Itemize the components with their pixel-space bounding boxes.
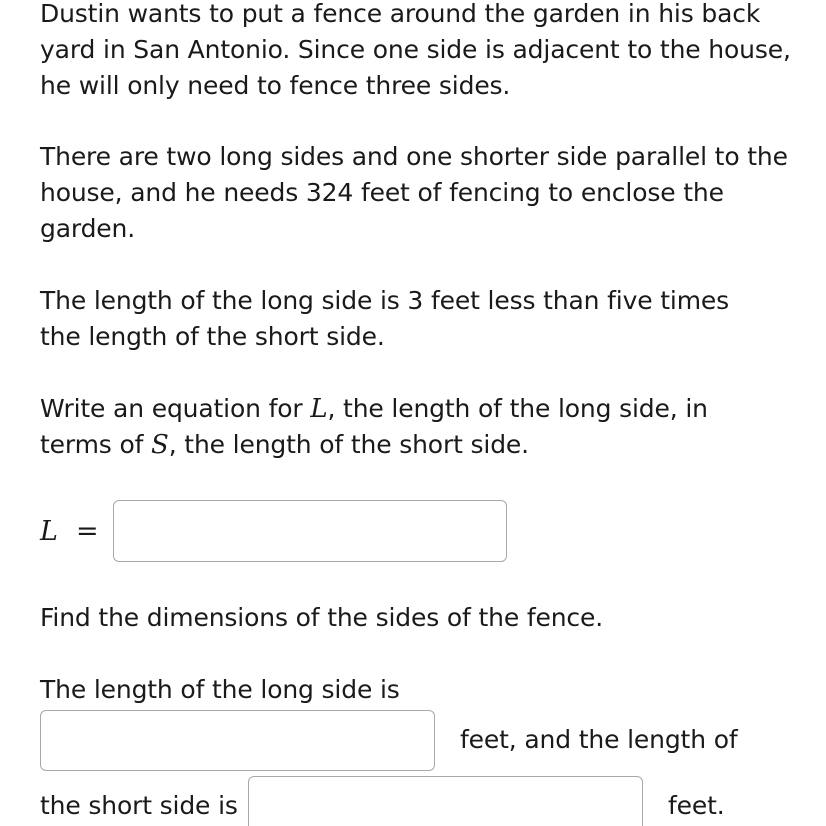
problem-paragraph-3 (40, 283, 770, 355)
equation-lhs: L (40, 515, 58, 547)
problem-text-2: There are two long sides and one shorter side parallel to the house, and he needs 324 feet of fencing to enclose the garden. (40, 142, 788, 243)
instruction-part-1: Write an equation for (40, 394, 311, 423)
problem-text-3: The length of the long side is 3 feet less than five times the length of the short side. (40, 286, 730, 351)
dimensions-prompt (40, 600, 780, 636)
dimensions-prompt-text: Find the dimensions of the sides of the fence. (40, 603, 604, 632)
short-side-label: the short side is (40, 791, 238, 820)
equation-instruction (40, 391, 770, 463)
variable-s: S (151, 430, 169, 460)
instruction-part-2: , the length of the long side, in terms of (40, 394, 708, 459)
equation-answer-input[interactable] (113, 500, 507, 562)
problem-paragraph-2 (40, 139, 800, 247)
long-side-label (40, 672, 780, 708)
instruction-part-3: , the length of the short side. (168, 430, 529, 459)
long-side-input[interactable] (40, 710, 435, 771)
variable-l: L (310, 394, 328, 424)
problem-text-1: Dustin wants to put a fence around the garden in his back yard in San Antonio. Since one side is adjacent to the house, he will only need to fence three sides. (40, 0, 791, 100)
short-side-input[interactable] (248, 776, 643, 826)
equals-sign: = (75, 515, 99, 547)
short-side-suffix: feet. (668, 791, 725, 820)
equation-row (40, 500, 507, 562)
problem-paragraph-1 (40, 0, 800, 104)
long-side-suffix: feet, and the length of (460, 725, 738, 754)
long-side-label-text: The length of the long side is (40, 675, 400, 704)
